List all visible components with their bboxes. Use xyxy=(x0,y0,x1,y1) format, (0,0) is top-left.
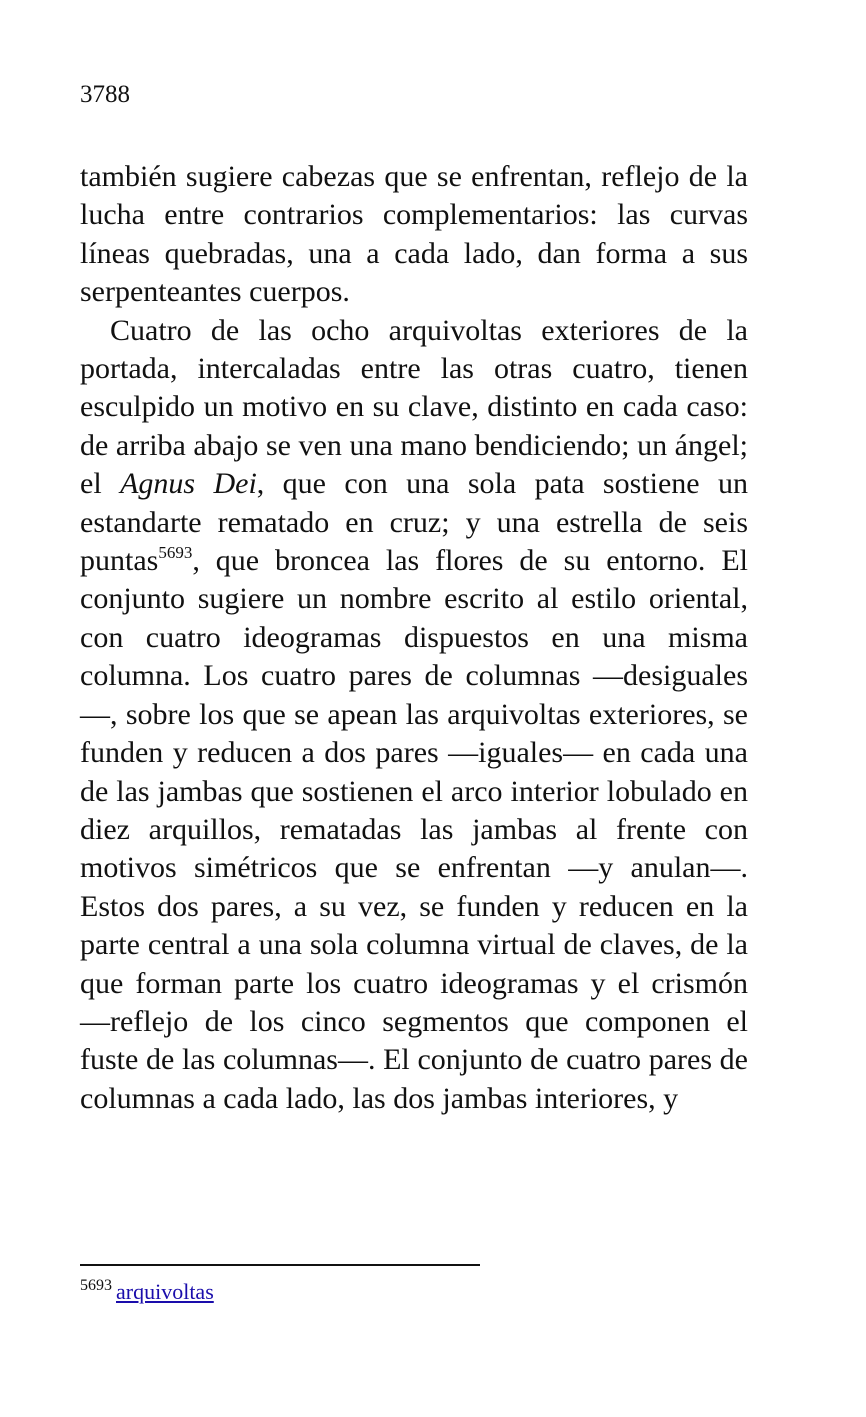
footnote-number: 5693 xyxy=(80,1277,112,1294)
paragraph-text-part2: , que con una sola pata sostiene un estandarte rematado en cruz; y una estrella de seis puntas xyxy=(80,467,748,578)
paragraph-arquivoltas xyxy=(80,312,748,1119)
footnote-link[interactable]: arquivoltas xyxy=(116,1279,214,1304)
agnus-dei-italic: Agnus Dei xyxy=(120,467,257,501)
footnote-reference[interactable]: 5693 xyxy=(158,543,193,563)
page-number: 3788 xyxy=(80,81,130,108)
paragraph-continued: también sugiere cabezas que se enfrentan, reflejo de la lucha entre contrarios complementarios: las curvas líneas quebradas, una a cada lado, dan forma a sus serpenteantes cuerpos. xyxy=(80,160,748,309)
footnote-divider xyxy=(80,1264,480,1266)
footnote xyxy=(80,1278,214,1306)
paragraph-text-part3: , que broncea las flores de su entorno. El conjunto sugiere un nombre escrito al estilo oriental, con cuatro ideogramas dispuestos en una misma columna. Los cuatro pares de columnas —desiguales—, sobre los que se apean las arquivoltas exteriores, se funden y reducen a dos pares —iguales— en cada una de las jambas que sostienen el arco interior lobulado en diez arquillos, rematadas las jambas al frente con motivos simétricos que se enfrentan —y anulan—. Estos dos pares, a su vez, se funden y reducen en la parte central a una sola columna virtual de claves, de la que forman parte los cuatro ideogramas y el crismón —reflejo de los cinco segmentos que componen el fuste de las columnas—. El conjunto de cuatro pares de columnas a cada lado, las dos jambas interiores, y xyxy=(80,544,748,1115)
body-text xyxy=(80,158,748,1118)
paragraph-text-part1: Cuatro de las ocho arquivoltas exteriores de la portada, intercaladas entre las otras cuatro, tienen esculpido un motivo en su clave, distinto en cada caso: de arriba abajo se ven una mano bendiciendo; un ángel; el xyxy=(80,313,748,501)
